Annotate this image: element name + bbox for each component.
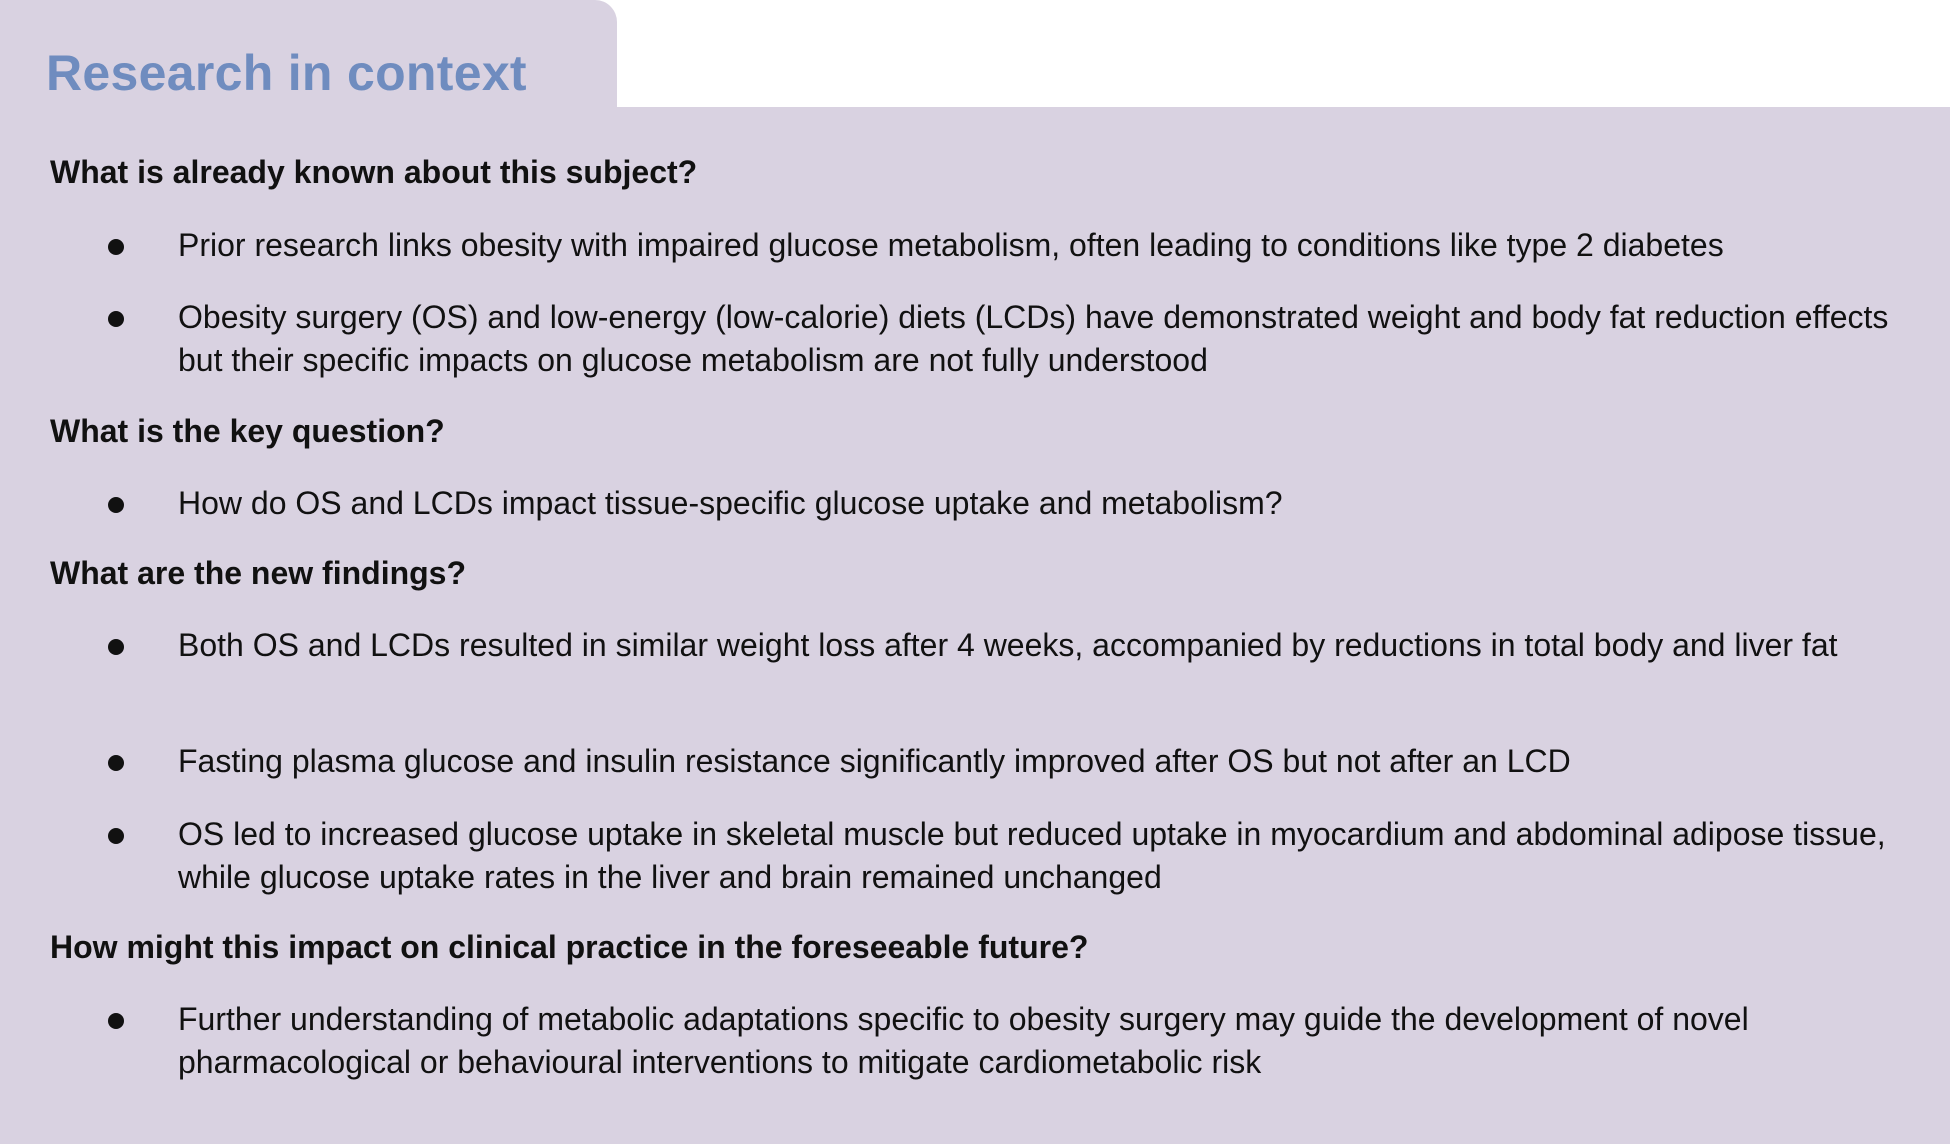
- bullet-icon: [108, 828, 124, 844]
- bullet-icon: [108, 497, 124, 513]
- list-item: How do OS and LCDs impact tissue-specific glucose uptake and metabolism?: [178, 485, 1283, 521]
- list-item: Prior research links obesity with impaired glucose metabolism, often leading to conditions like type 2 diabetes: [178, 227, 1724, 263]
- bullet-icon: [108, 1013, 124, 1029]
- list-item: Further understanding of metabolic adaptations specific to obesity surgery may guide the development of novel pharmacological or behavioural interventions to mitigate cardiometabolic risk: [178, 1001, 1749, 1080]
- bullet-icon: [108, 755, 124, 771]
- list-item: OS led to increased glucose uptake in skeletal muscle but reduced uptake in myocardium and abdominal adipose tissue, while glucose uptake rates in the liver and brain remained unchanged: [178, 816, 1886, 895]
- bullet-icon: [108, 239, 124, 255]
- section-heading-known: What is already known about this subject?: [50, 154, 698, 190]
- section-heading-clinical-impact: How might this impact on clinical practice in the foreseeable future?: [50, 929, 1089, 965]
- bullet-icon: [108, 639, 124, 655]
- section-heading-key-question: What is the key question?: [50, 413, 445, 449]
- box-title: Research in context: [46, 45, 527, 101]
- section-heading-new-findings: What are the new findings?: [50, 555, 467, 591]
- list-item: Fasting plasma glucose and insulin resistance significantly improved after OS but not after an LCD: [178, 743, 1571, 779]
- list-item: Both OS and LCDs resulted in similar weight loss after 4 weeks, accompanied by reductions in total body and liver fat: [178, 627, 1838, 663]
- list-item: Obesity surgery (OS) and low-energy (low-calorie) diets (LCDs) have demonstrated weight and body fat reduction effects but their specific impacts on glucose metabolism are not fully understood: [178, 299, 1889, 378]
- bullet-icon: [108, 311, 124, 327]
